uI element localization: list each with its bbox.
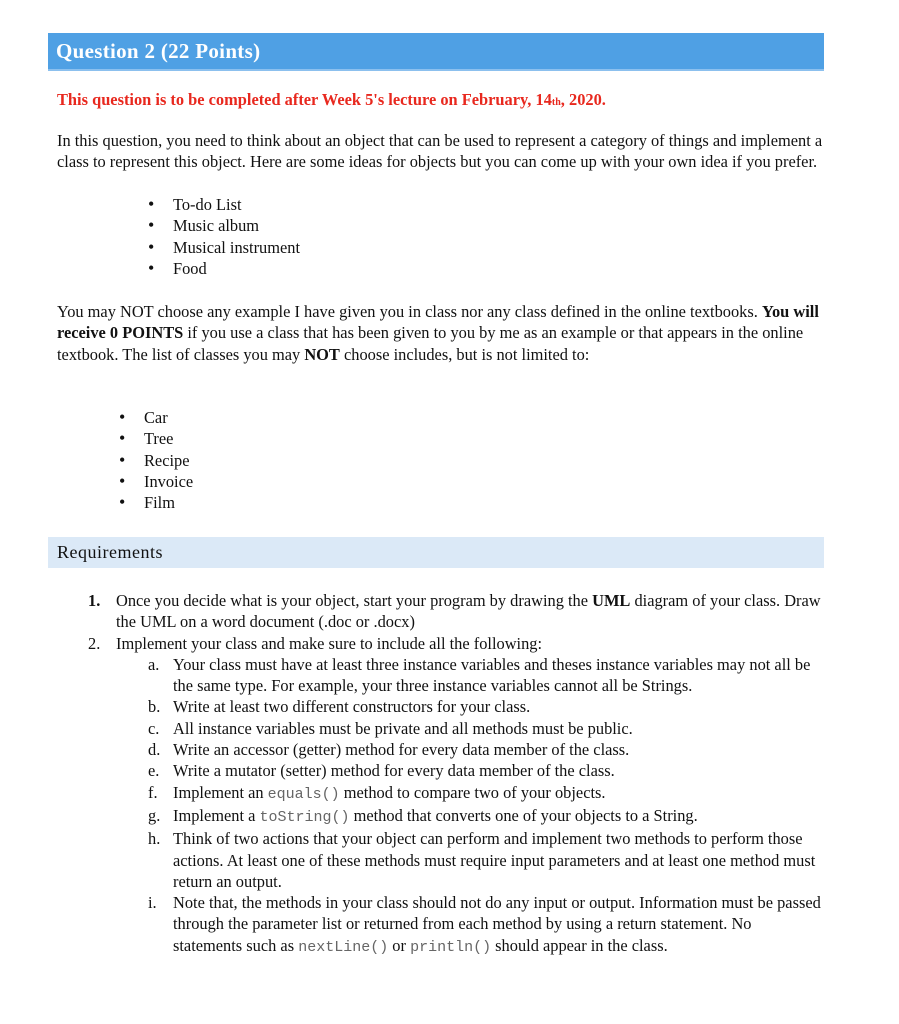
requirements-list (88, 590, 821, 958)
sub-item-h: h. Think of two actions that your object can perform and implement two methods to perform those actions. At least one of these methods must require input parameters and at least one method must return an output. (148, 829, 816, 891)
ideas-list (173, 194, 300, 279)
requirements-header: Requirements (48, 537, 824, 568)
list-item: • Music album (173, 215, 300, 236)
list-item: • Recipe (144, 450, 193, 471)
sub-item-b: b. Write at least two different constructors for your class. (148, 697, 531, 717)
sub-item-c: c. All instance variables must be private and all methods must be public. (148, 718, 633, 738)
restriction-paragraph: You may NOT choose any example I have given you in class nor any class defined in the online textbooks. You will receive 0 POINTS if you use a class that has been given to you by me as an example or that appears in the online textbook. The list of classes you may NOT choose includes, but is not limited to: (57, 302, 819, 364)
list-item: • Food (173, 258, 300, 279)
sub-item-f: f. Implement an equals() method to compare two of your objects. (148, 782, 606, 803)
sub-item-d: d. Write an accessor (getter) method for every data member of the class. (148, 740, 630, 760)
requirement-1: 1. Once you decide what is your object, start your program by drawing the UML diagram of your class. Draw the UML on a word document (.doc or .docx) (88, 591, 821, 632)
deadline-notice: This question is to be completed after Week 5's lecture on February, 14th, 2020. (57, 90, 606, 109)
forbidden-list (144, 407, 193, 513)
sub-item-e: e. Write a mutator (setter) method for every data member of the class. (148, 761, 615, 781)
list-item: • Car (144, 407, 193, 428)
question-header (48, 33, 824, 71)
sub-item-g: g. Implement a toString() method that converts one of your objects to a String. (148, 805, 698, 826)
list-item: • Tree (144, 428, 193, 449)
list-item: • To-do List (173, 194, 300, 215)
question-title: Question 2 (22 Points) (56, 39, 261, 63)
list-item: • Musical instrument (173, 237, 300, 258)
requirement-2: 2. Implement your class and make sure to include all the following: a. Your class must have at least three instance variables and theses instance variables may not all be the same type. For example, your three instance variables cannot all be Strings. b. Write at least two different constructors for your class. c. All instance variables must be private and all methods must be public. d. Write an accessor (getter) method for every data member of the class. e. Write a mutator (setter) method for every data member of the class. f. Implement an equals() method to compare two of your objects. g. Implement a toString() method that converts one of your objects to a String. h. Think of two actions that your object can perform and implement two methods to perform those actions. At least one of these methods must require input parameters and at least one method must return an output. i. Note that, the methods in your class should not do any input or output. Information must be passed through the parameter list or returned from each method by using a return statement. No statements such as nextLine() or println() should appear in the class. (116, 633, 821, 958)
sub-item-a: a. Your class must have at least three instance variables and theses instance variables may not all be the same type. For example, your three instance variables cannot all be Strings. (148, 654, 811, 696)
intro-paragraph: In this question, you need to think about an object that can be used to represent a category of things and implement a class to represent this object. Here are some ideas for objects but you can come up with your own idea if you prefer. (57, 131, 823, 172)
list-item: • Invoice (144, 471, 193, 492)
list-item: • Film (144, 492, 193, 513)
sub-item-i: i. Note that, the methods in your class should not do any input or output. Information must be passed through the parameter list or returned from each method by using a return statement. No statements such as nextLine() or println() should appear in the class. (148, 893, 821, 956)
